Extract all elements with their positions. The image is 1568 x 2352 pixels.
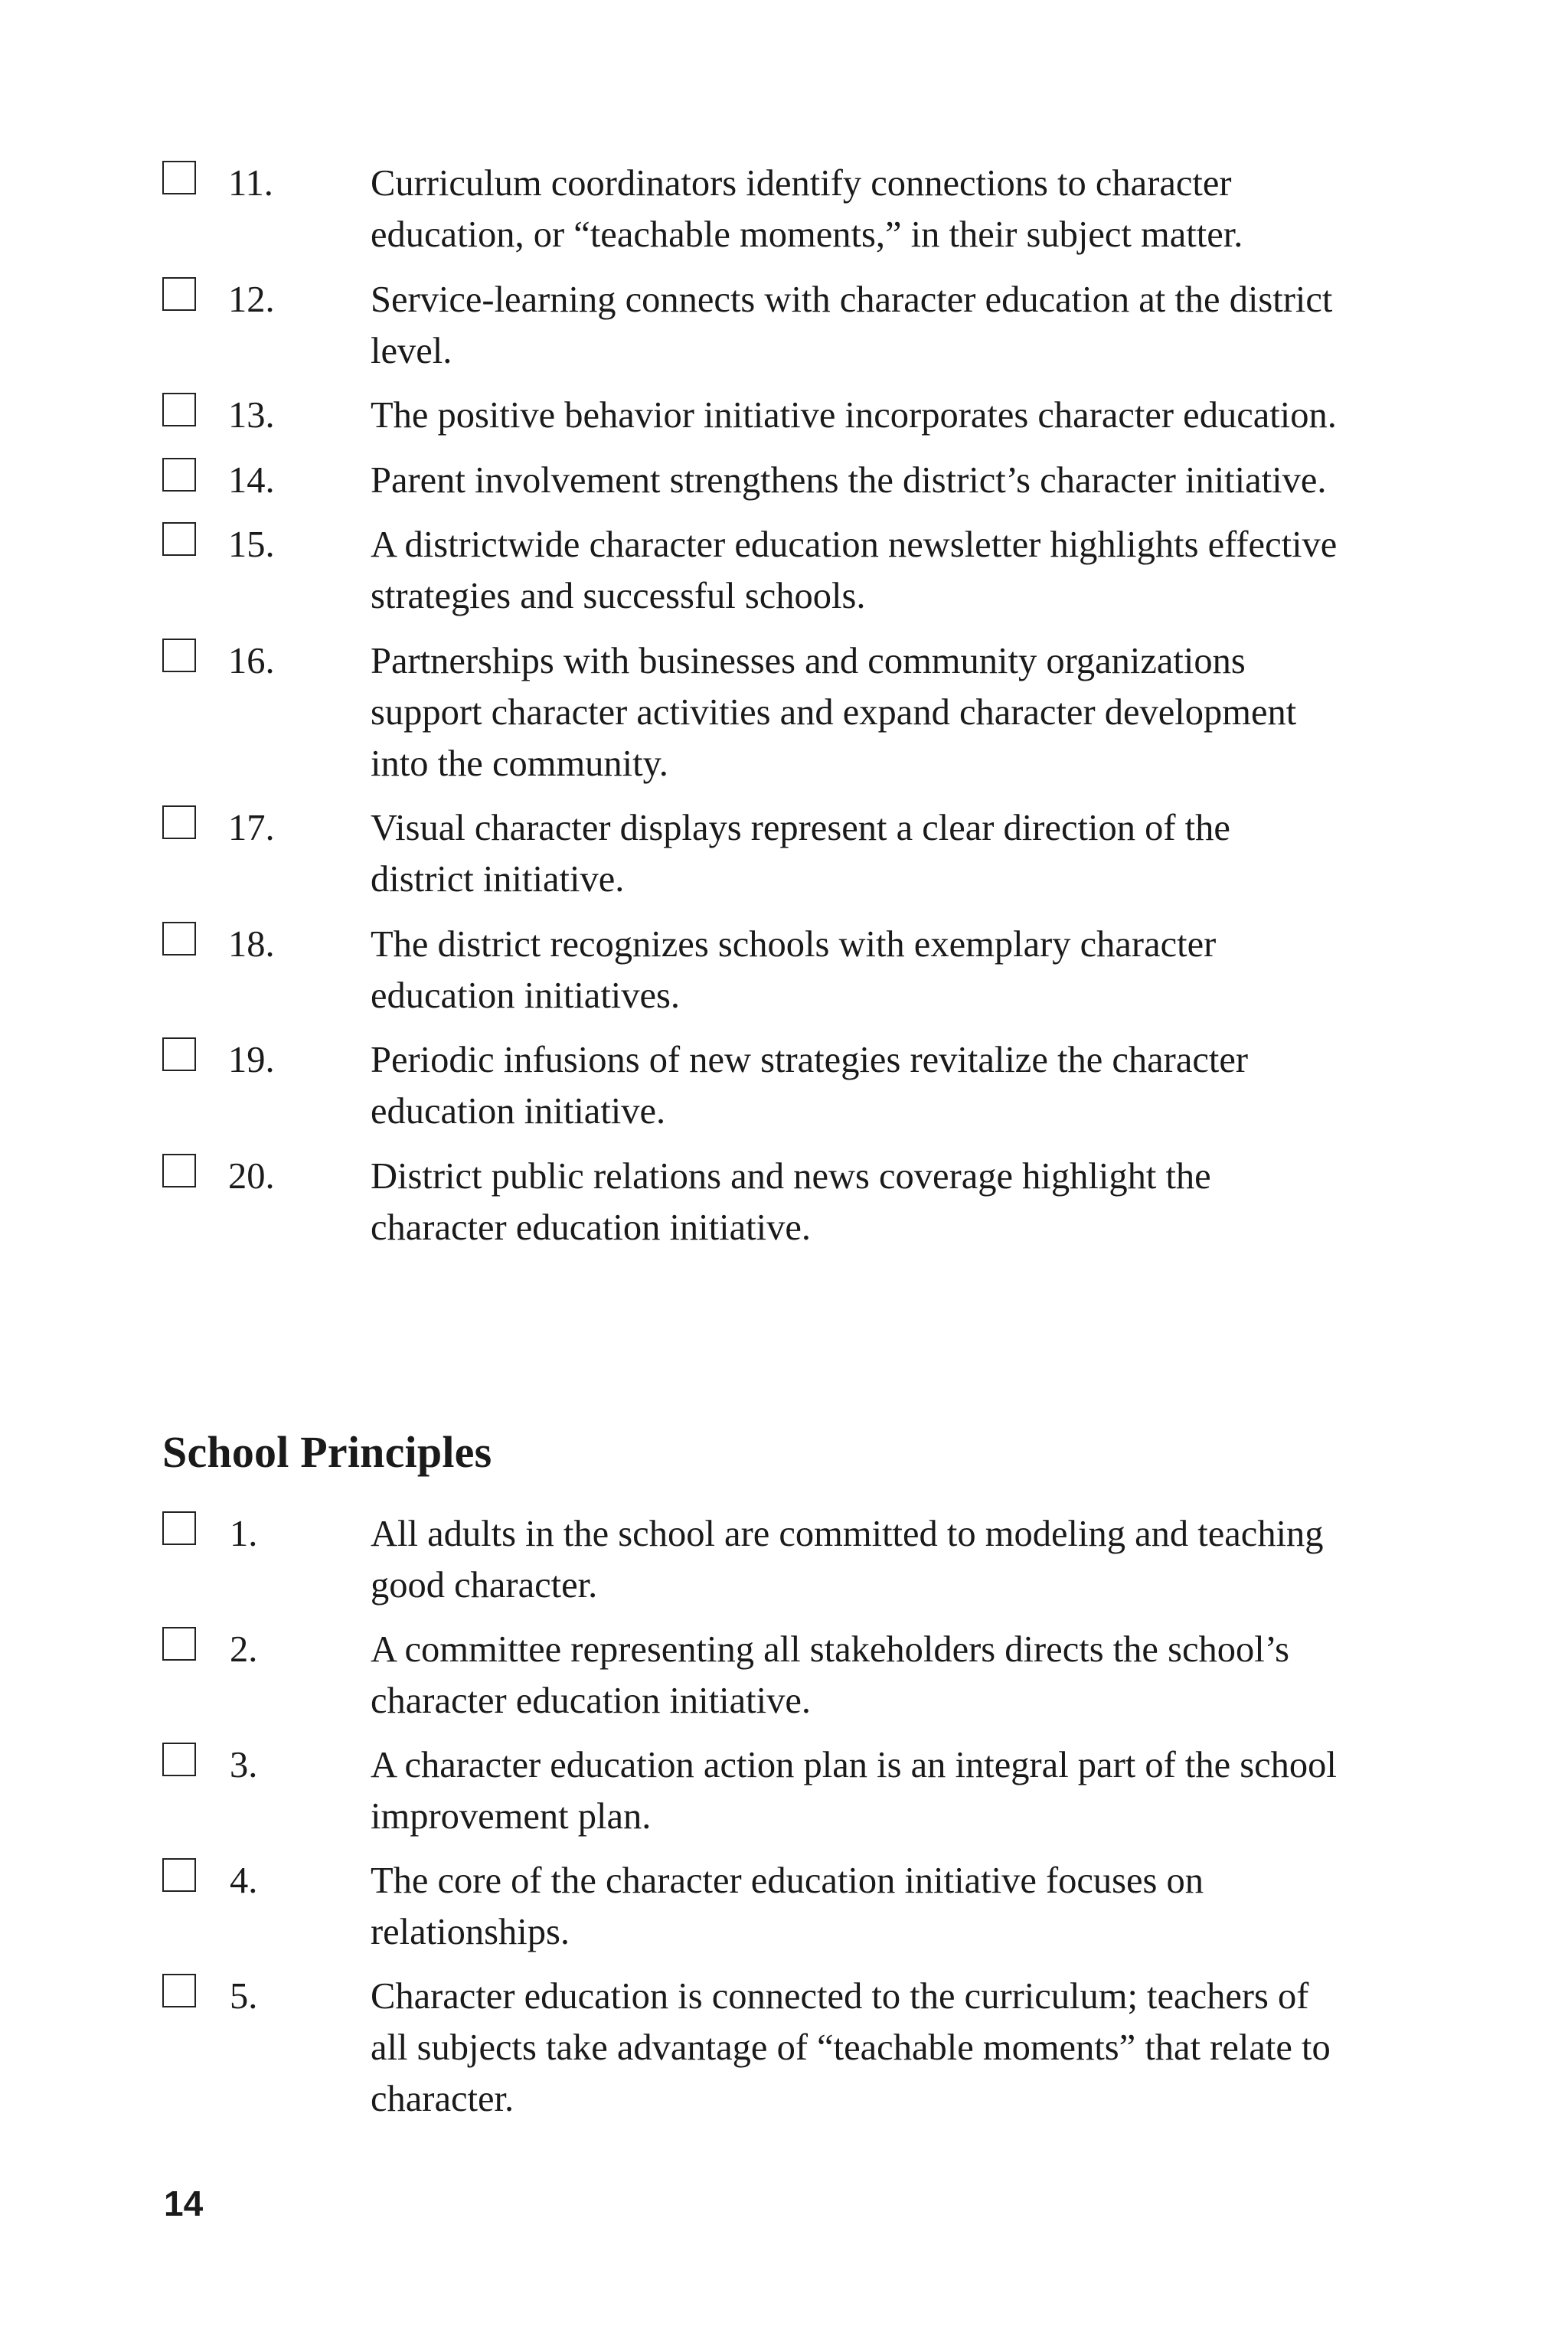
item-text: All adults in the school are committed to modeling and teaching good character. (371, 1514, 1324, 1606)
item-text: A districtwide character education newsletter highlights effective strategies and successful schools. (371, 524, 1338, 616)
list-item (162, 635, 1341, 789)
item-number: 16. (228, 640, 275, 681)
list-item (162, 1508, 1341, 1611)
item-text: Visual character displays represent a clear direction of the district initiative. (371, 808, 1230, 900)
item-text: Periodic infusions of new strategies revitalize the character education initiative. (371, 1040, 1249, 1132)
item-text: Curriculum coordinators identify connections to character education, or “teachable moments,” in their subject matter. (371, 163, 1243, 255)
item-number: 3. (230, 1745, 258, 1785)
item-text: The district recognizes schools with exemplary character education initiatives. (371, 923, 1217, 1016)
item-text: Service-learning connects with character education at the district level. (371, 279, 1333, 371)
checkbox[interactable] (162, 1627, 196, 1661)
district-principles-list (162, 158, 1341, 1266)
item-text: Partnerships with businesses and community organizations support character activities and expand character development into the community. (371, 640, 1297, 784)
checkbox[interactable] (162, 1743, 196, 1776)
checkbox[interactable] (162, 458, 196, 492)
item-number: 17. (228, 808, 275, 848)
list-item (162, 1855, 1341, 1958)
checkbox[interactable] (162, 805, 196, 839)
list-item (162, 1034, 1341, 1137)
item-number: 14. (228, 459, 275, 501)
item-number: 1. (230, 1514, 258, 1554)
item-text: Parent involvement strengthens the district’s character initiative. (371, 459, 1327, 501)
item-number: 4. (230, 1860, 258, 1901)
checkbox[interactable] (162, 1974, 196, 2007)
item-text: The positive behavior initiative incorporates character education. (371, 395, 1337, 436)
list-item (162, 158, 1341, 260)
page-number: 14 (164, 2184, 204, 2223)
list-item (162, 1151, 1341, 1253)
list-item (162, 455, 1341, 506)
item-number: 18. (228, 923, 275, 965)
item-text: The core of the character education initiative focuses on relationships. (371, 1860, 1204, 1952)
list-item (162, 1740, 1341, 1842)
checkbox[interactable] (162, 1037, 196, 1071)
item-number: 11. (228, 163, 273, 204)
item-number: 5. (230, 1976, 258, 2017)
list-item (162, 390, 1341, 441)
section-heading: School Principles (162, 1427, 492, 1477)
checkbox[interactable] (162, 522, 196, 556)
list-item (162, 274, 1341, 377)
list-item (162, 802, 1341, 905)
item-number: 15. (228, 524, 275, 565)
checkbox[interactable] (162, 393, 196, 426)
school-principles-list (162, 1508, 1341, 2138)
item-number: 13. (228, 395, 275, 436)
checkbox[interactable] (162, 1858, 196, 1892)
checkbox[interactable] (162, 277, 196, 311)
item-text: A character education action plan is an integral part of the school improvement plan. (371, 1745, 1337, 1837)
checkbox[interactable] (162, 1511, 196, 1545)
list-item (162, 519, 1341, 622)
item-text: Character education is connected to the curriculum; teachers of all subjects take advantage of “teachable moments” that relate to character. (371, 1976, 1331, 2119)
item-number: 12. (228, 279, 275, 320)
item-text: A committee representing all stakeholders directs the school’s character education initiative. (371, 1629, 1290, 1721)
list-item (162, 1624, 1341, 1726)
item-number: 20. (228, 1155, 275, 1197)
item-text: District public relations and news coverage highlight the character education initiative. (371, 1155, 1211, 1248)
item-number: 19. (228, 1040, 275, 1080)
list-item (162, 1971, 1341, 2125)
checkbox[interactable] (162, 1154, 196, 1187)
checkbox[interactable] (162, 161, 196, 194)
item-number: 2. (230, 1629, 258, 1670)
list-item (162, 919, 1341, 1021)
checkbox[interactable] (162, 639, 196, 672)
checkbox[interactable] (162, 922, 196, 956)
